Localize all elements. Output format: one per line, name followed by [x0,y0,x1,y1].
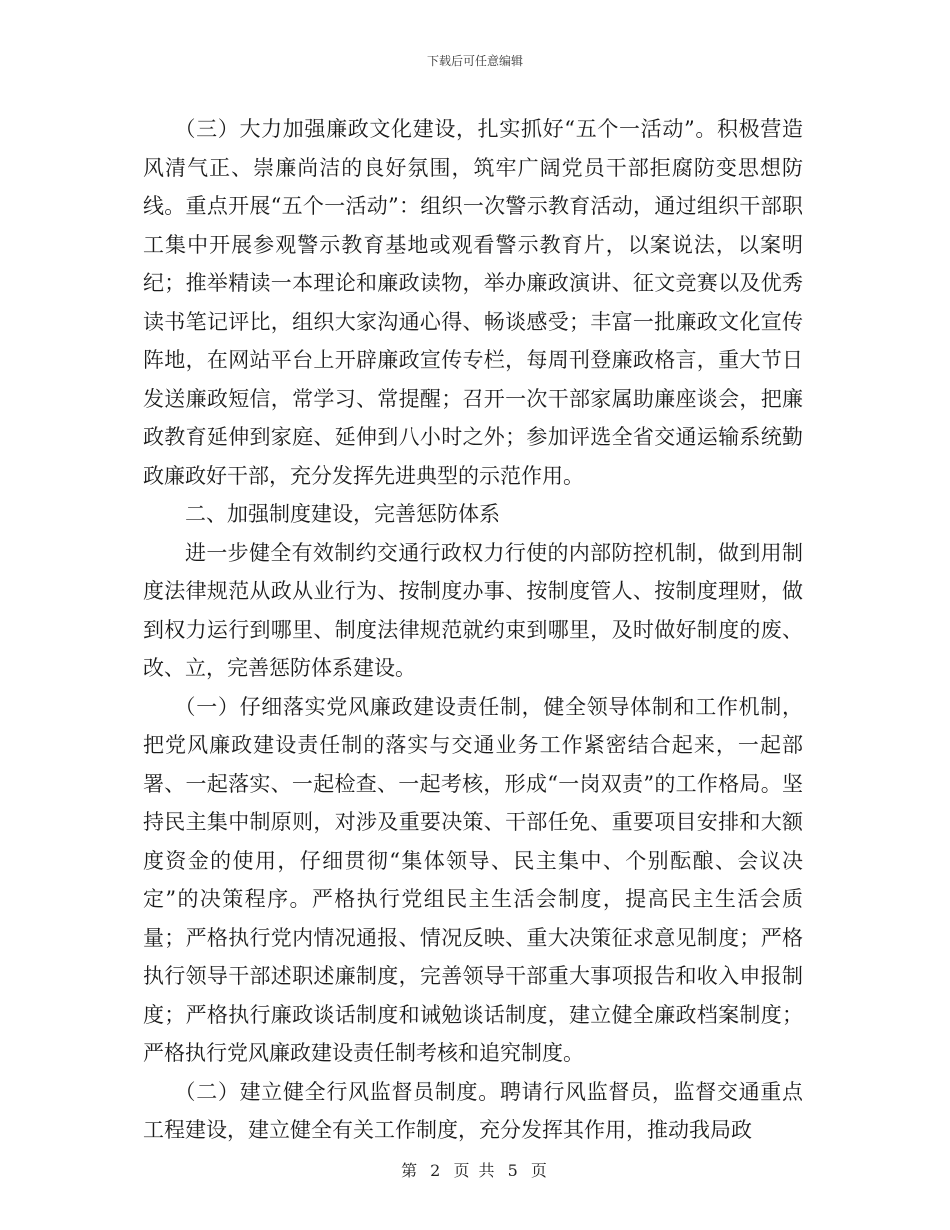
footer-prefix: 第 [401,1161,420,1180]
paragraph-section-3: （三）大力加强廉政文化建设，扎实抓好“五个一活动”。积极营造风清气正、崇廉尚洁的良好氛围，筑牢广阔党员干部拒腐防变思想防线。重点开展“五个一活动”：组织一次警示教育活动，通过组织干部职工集中开展参观警示教育基地或观看警示教育片，以案说法，以案明纪；推举精读一本理论和廉政读物，举办廉政演讲、征文竞赛以及优秀读书笔记评比，组织大家沟通心得、畅谈感受；丰富一批廉政文化宣传阵地，在网站平台上开辟廉政宣传专栏，每周刊登廉政格言，重大节日发送廉政短信，常学习、常提醒；召开一次干部家属助廉座谈会，把廉政教育延伸到家庭、延伸到八小时之外；参加评选全省交通运输系统勤政廉政好干部，充分发挥先进典型的示范作用。 [143,117,803,488]
footer-page-number: 2 [430,1161,443,1180]
paragraph-intro-2: 进一步健全有效制约交通行政权力行使的内部防控机制，做到用制度法律规范从政从业行为、按制度办事、按制度管人、按制度理财，做到权力运行到哪里、制度法律规范就约束到哪里，及时做好制度的废、改、立，完善惩防体系建设。 [143,540,803,680]
footer-suffix: 页 [530,1161,549,1180]
heading-section-2: 二、加强制度建设，完善惩防体系 [185,502,500,526]
document-body [143,110,803,1150]
paragraph-sub-2: （二）建立健全行风监督员制度。聘请行风监督员，监督交通重点工程建设，建立健全有关工作制度，充分发挥其作用，推动我局政 [143,1079,803,1142]
footer-total-pages: 5 [507,1161,520,1180]
footer-middle: 页 共 [453,1161,497,1180]
paragraph-sub-1: （一）仔细落实党风廉政建设责任制，健全领导体制和工作机制，把党风廉政建设责任制的落实与交通业务工作紧密结合起来，一起部署、一起落实、一起检查、一起考核，形成“一岗双责”的工作格局。坚持民主集中制原则，对涉及重要决策、干部任免、重要项目安排和大额度资金的使用，仔细贯彻“集体领导、民主集中、个别酝酿、会议决定”的决策程序。严格执行党组民主生活会制度，提高民主生活会质量；严格执行党内情况通报、情况反映、重大决策征求意见制度；严格执行领导干部述职述廉制度，完善领导干部重大事项报告和收入申报制度；严格执行廉政谈话制度和诫勉谈话制度，建立健全廉政档案制度；严格执行党风廉政建设责任制考核和追究制度。 [143,694,803,1065]
page-footer [0,1158,950,1181]
page-header: 下载后可任意编辑 [426,54,523,68]
